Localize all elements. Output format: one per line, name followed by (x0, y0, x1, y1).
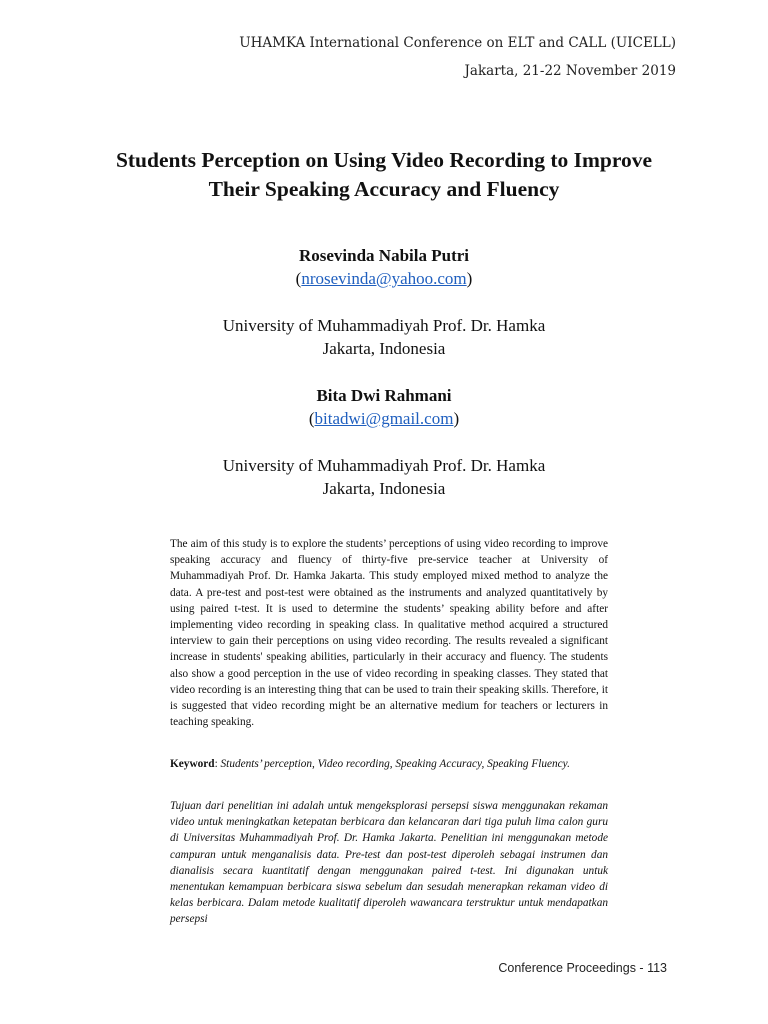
keywords-label: Keyword (170, 758, 215, 770)
paper-title (60, 146, 708, 204)
paper-title-line-1: Students Perception on Using Video Recording to Improve (115, 148, 653, 172)
conference-name: UHAMKA International Conference on ELT and CALL (UICELL) (239, 35, 676, 51)
author-2-affiliation-line-2: Jakarta, Indonesia (322, 479, 446, 498)
abstract-indonesian: Tujuan dari penelitian ini adalah untuk mengeksplorasi persepsi siswa menggunakan rekaman video untuk meningkatkan ketepatan berbicara dan kelancaran dari tiga puluh lima calon guru di Universitas Muhammadiyah Prof. Dr. Hamka Jakarta. Penelitian ini menggunakan metode campuran untuk menganalisis data. Pre-test dan post-test diperoleh sebagai instrumen dan dianalisis secara kuantitatif dengan menggunakan paired t-test. Ini digunakan untuk menentukan kemampuan berbicara siswa sebelum dan sesudah menerapkan rekaman video di kelas berbicara. Dalam metode kualitatif diperoleh wawancara terstruktur untuk mendapatkan persepsi (170, 800, 608, 926)
author-2-affiliation-line-1: University of Muhammadiyah Prof. Dr. Hamka (222, 456, 546, 475)
keywords-text: Students’ perception, Video recording, Speaking Accuracy, Speaking Fluency. (220, 758, 570, 770)
paper-title-line-2: Their Speaking Accuracy and Fluency (208, 177, 560, 201)
author-1-affiliation (84, 314, 684, 360)
author-1-affiliation-line-1: University of Muhammadiyah Prof. Dr. Hamka (222, 316, 546, 335)
conference-location-date: Jakarta, 21-22 November 2019 (464, 63, 676, 79)
author-1-name: Rosevinda Nabila Putri (298, 246, 470, 265)
author-1-email-link[interactable]: nrosevinda@yahoo.com (301, 269, 467, 288)
author-1 (84, 244, 684, 290)
author-1-email: (nrosevinda@yahoo.com) (295, 269, 473, 288)
keywords: Keyword: Students’ perception, Video recording, Speaking Accuracy, Speaking Fluency. (170, 758, 570, 770)
author-2-email: (bitadwi@gmail.com) (308, 409, 460, 428)
author-2-affiliation (84, 454, 684, 500)
author-2 (84, 384, 684, 430)
author-1-affiliation-line-2: Jakarta, Indonesia (322, 339, 446, 358)
abstract-english: The aim of this study is to explore the students’ perceptions of using video recording to improve speaking accuracy and fluency of thirty-five pre-service teacher at University of Muhammadiyah Prof. Dr. Hamka Jakarta. This study employed mixed method to analyze the data. A pre-test and post-test were obtained as the instruments and analyzed quantitatively by using paired t-test. It is used to determine the students’ speaking ability before and after implementing video recording in speaking class. In qualitative method acquired a structured interview to gain their perceptions on using video recording. The results revealed a significant increase in students' speaking abilities, particularly in their accuracy and fluency. The students also show a good perception in the use of video recording in speaking classes. They stated that video recording is an interesting thing that can be used to train their speaking skills. Therefore, it is suggested that video recording might be an alternative medium for teachers or lecturers in teaching speaking. (170, 538, 608, 729)
author-2-name: Bita Dwi Rahmani (316, 386, 452, 405)
author-2-email-link[interactable]: bitadwi@gmail.com (314, 409, 454, 428)
page-footer: Conference Proceedings - 113 (498, 961, 667, 975)
